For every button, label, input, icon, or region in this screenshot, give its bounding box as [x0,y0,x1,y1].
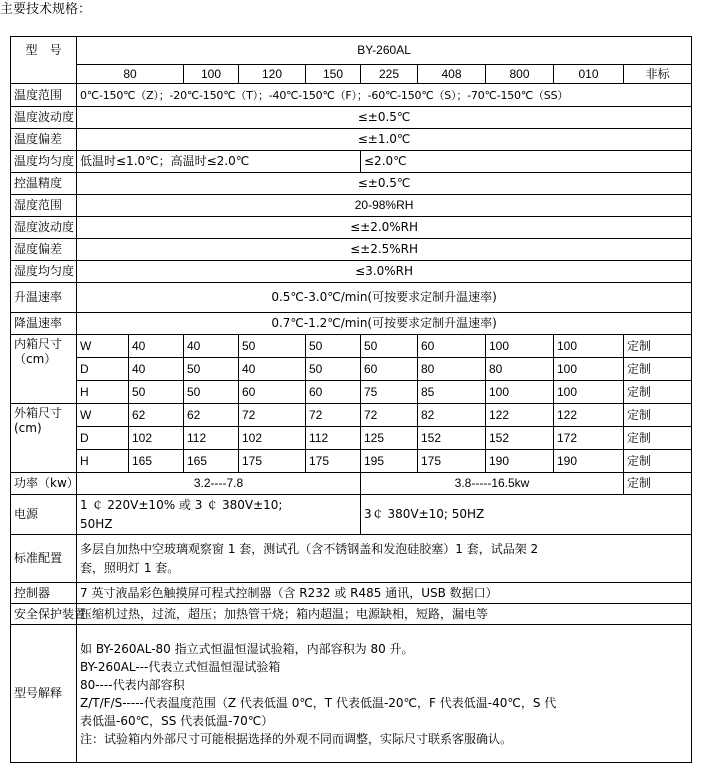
dim-value: 82 [418,404,486,427]
inner-row-d [11,358,692,381]
dim-value: 50 [361,335,418,358]
dim-value: 100 [554,335,624,358]
dim-value: 62 [184,404,239,427]
cool-rate-value: 0.7℃-1.2℃/min(可按要求定制升温速率) [77,313,692,335]
dim-label: H [77,450,129,473]
volume-cell: 100 [184,65,239,84]
cool-rate-row [11,313,692,335]
spec-table [10,36,692,763]
outer-size-label: 外箱尺寸(cm) [11,404,77,473]
dim-value: 125 [361,427,418,450]
temp-dev-row [11,129,692,151]
explain-row [11,625,692,763]
hum-fluct-value: ≤±2.0%RH [77,217,692,239]
dim-value: 80 [486,358,554,381]
dim-value: 40 [184,335,239,358]
dim-label: D [77,358,129,381]
dim-label: H [77,381,129,404]
section-heading: 主要技术规格： [0,2,92,17]
supply-value-a [77,495,361,535]
custom-cell: 定制 [624,335,692,358]
temp-range-row [11,84,692,107]
inner-row-h [11,381,692,404]
dim-label: D [77,427,129,450]
row-label: 湿度偏差 [11,239,77,261]
row-label: 温度偏差 [11,129,77,151]
volume-cell: 800 [486,65,554,84]
dim-value: 100 [486,335,554,358]
dim-value: 165 [129,450,184,473]
dim-value: 60 [306,381,361,404]
outer-row-h [11,450,692,473]
dim-value: 175 [418,450,486,473]
volume-cell: 408 [418,65,486,84]
volume-cell: 120 [239,65,306,84]
dim-value: 62 [129,404,184,427]
explain-line: 80----代表内部容积 [80,677,185,692]
dim-value: 100 [554,381,624,404]
hum-fluct-row [11,217,692,239]
heat-rate-row [11,283,692,313]
row-label: 湿度波动度 [11,217,77,239]
dim-value: 50 [184,381,239,404]
dim-value: 85 [418,381,486,404]
dim-value: 50 [129,381,184,404]
outer-row-d [11,427,692,450]
dim-value: 175 [239,450,306,473]
volume-row [11,65,692,84]
dim-value: 40 [129,358,184,381]
dim-value: 60 [418,335,486,358]
dim-value: 190 [554,450,624,473]
temp-fluct-row [11,107,692,129]
dim-value: 102 [129,427,184,450]
supply-line: 50HZ [80,516,113,531]
dim-value: 122 [554,404,624,427]
hum-unif-row [11,261,692,283]
dim-value: 122 [486,404,554,427]
controller-value: 7 英寸液晶彩色触摸屏可程式控制器（含 R232 或 R485 通讯，USB 数据口） [77,583,692,604]
power-value-b: 3.8-----16.5kw [361,473,624,495]
safety-value: 压缩机过热，过流，超压；加热管干烧；箱内超温；电源缺相，短路，漏电等 [77,604,692,625]
dim-value: 50 [184,358,239,381]
model-row [11,37,692,65]
power-row [11,473,692,495]
temp-unif-row [11,151,692,173]
row-label: 控温精度 [11,173,77,195]
dim-label: W [77,404,129,427]
row-label: 湿度均匀度 [11,261,77,283]
dim-value: 172 [554,427,624,450]
dim-label: W [77,335,129,358]
row-label: 安全保护装置 [11,604,77,625]
dim-value: 102 [239,427,306,450]
hum-dev-row [11,239,692,261]
temp-fluct-value: ≤±0.5℃ [77,107,692,129]
explain-line: 如 BY-260AL-80 指立式恒温恒湿试验箱，内部容积为 80 升。 [80,641,414,656]
model-label: 型 号 [11,37,77,84]
power-value-a: 3.2----7.8 [77,473,361,495]
dim-value: 165 [184,450,239,473]
hum-dev-value: ≤±2.5%RH [77,239,692,261]
dim-value: 40 [239,358,306,381]
volume-cell: 150 [306,65,361,84]
row-label: 温度均匀度 [11,151,77,173]
explain-line: Z/T/F/S-----代表温度范围（Z 代表低温 0℃，T 代表低温-20℃，F 代表低温-40℃，S 代 [80,695,557,710]
dim-value: 190 [486,450,554,473]
dim-value: 60 [239,381,306,404]
heat-rate-value: 0.5℃-3.0℃/min(可按要求定制升温速率) [77,283,692,313]
dim-value: 72 [239,404,306,427]
controller-row [11,583,692,604]
dim-value: 112 [184,427,239,450]
custom-cell: 定制 [624,404,692,427]
explain-line: BY-260AL---代表立式恒温恒湿试验箱 [80,659,281,674]
hum-range-row [11,195,692,217]
std-config-line: 套，照明灯 1 套。 [80,560,180,575]
volume-cell: 010 [554,65,624,84]
temp-unif-value-a: 低温时≤1.0℃；高温时≤2.0℃ [77,151,361,173]
row-label: 标准配置 [11,535,77,583]
ctrl-prec-value: ≤±0.5℃ [77,173,692,195]
dim-value: 50 [306,358,361,381]
dim-value: 72 [306,404,361,427]
supply-value-b: 3￠ 380V±10; 50HZ [361,495,692,535]
outer-row-w [11,404,692,427]
dim-value: 80 [418,358,486,381]
custom-cell: 定制 [624,381,692,404]
supply-line: 1 ￠ 220V±10% 或 3 ￠ 380V±10; [80,497,283,512]
dim-value: 175 [306,450,361,473]
row-label: 湿度范围 [11,195,77,217]
dim-value: 112 [306,427,361,450]
dim-value: 75 [361,381,418,404]
explain-line: 表低温-60℃，SS 代表低温-70℃） [80,713,274,728]
ctrl-prec-row [11,173,692,195]
explain-value [77,625,692,763]
row-label: 温度波动度 [11,107,77,129]
dim-value: 40 [129,335,184,358]
dim-value: 50 [239,335,306,358]
hum-range-value: 20-98%RH [77,195,692,217]
row-label: 型号解释 [11,625,77,763]
dim-value: 50 [306,335,361,358]
inner-size-label: 内箱尺寸（cm） [11,335,77,404]
dim-value: 152 [418,427,486,450]
model-name: BY-260AL [77,37,692,65]
row-label: 控制器 [11,583,77,604]
inner-row-w [11,335,692,358]
supply-row [11,495,692,535]
volume-cell: 非标 [624,65,692,84]
dim-value: 195 [361,450,418,473]
custom-cell: 定制 [624,473,692,495]
custom-cell: 定制 [624,450,692,473]
dim-value: 100 [554,358,624,381]
dim-value: 72 [361,404,418,427]
volume-cell: 80 [77,65,184,84]
std-config-row [11,535,692,583]
custom-cell: 定制 [624,427,692,450]
row-label: 电源 [11,495,77,535]
row-label: 温度范围 [11,84,77,107]
dim-value: 100 [486,381,554,404]
dim-value: 60 [361,358,418,381]
temp-range-value: 0℃-150℃（Z）；-20℃-150℃（T）；-40℃-150℃（F）；-60℃-150℃（S）；-70℃-150℃（SS） [77,84,692,107]
std-config-value [77,535,692,583]
dim-value: 152 [486,427,554,450]
hum-unif-value: ≤3.0%RH [77,261,692,283]
temp-dev-value: ≤±1.0℃ [77,129,692,151]
temp-unif-value-b: ≤2.0℃ [361,151,692,173]
row-label: 升温速率 [11,283,77,313]
explain-line: 注：试验箱内外部尺寸可能根据选择的外观不同而调整，实际尺寸联系客服确认。 [80,731,513,746]
std-config-line: 多层自加热中空玻璃观察窗 1 套，测试孔（含不锈钢盖和发泡硅胶塞）1 套，试品架 2 [80,541,539,556]
row-label: 降温速率 [11,313,77,335]
safety-row [11,604,692,625]
custom-cell: 定制 [624,358,692,381]
volume-cell: 225 [361,65,418,84]
row-label: 功率（kw） [11,473,77,495]
